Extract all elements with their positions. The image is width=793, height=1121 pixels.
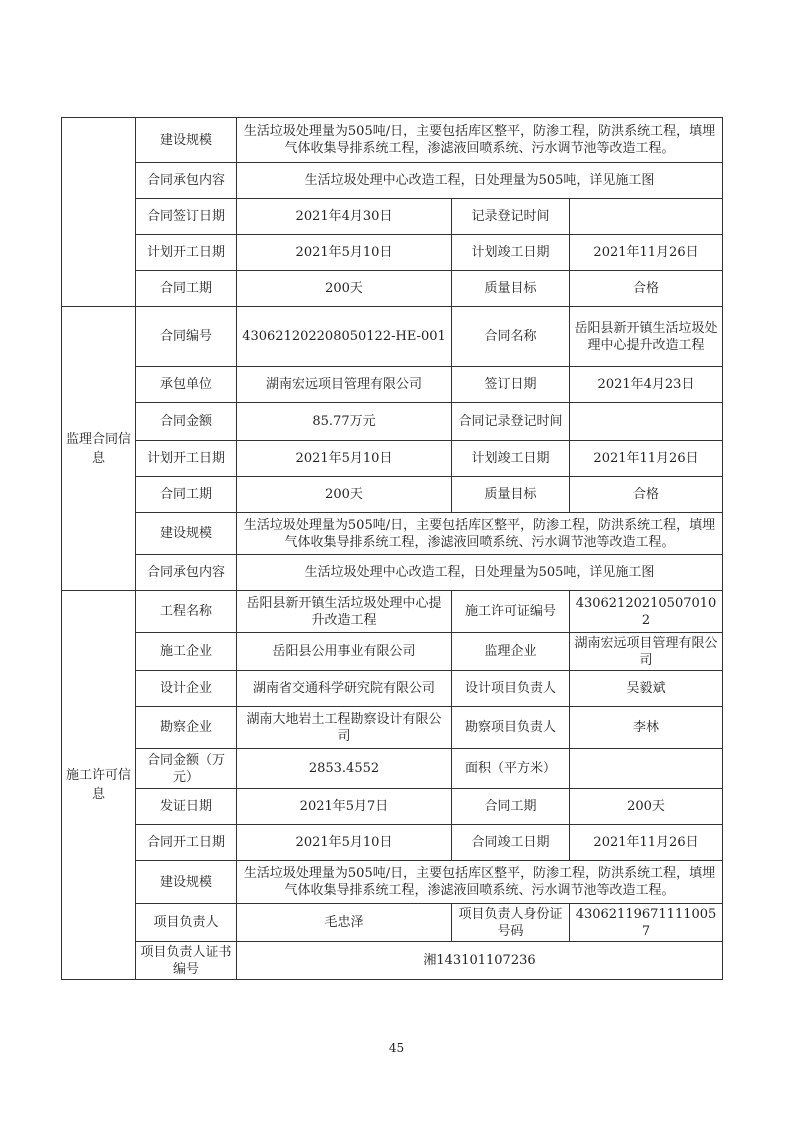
value-cell: 岳阳县公用事业有限公司	[237, 633, 452, 671]
label-cell: 合同承包内容	[136, 555, 237, 591]
value-cell: 湖南宏远项目管理有限公司	[237, 367, 452, 403]
contract-section-label	[62, 118, 136, 307]
value-cell: 合格	[570, 271, 723, 307]
label-cell: 设计项目负责人	[452, 671, 570, 707]
label-cell: 监理企业	[452, 633, 570, 671]
value-cell: 2021年11月26日	[570, 825, 723, 861]
value-cell: 生活垃圾处理量为505吨/日，主要包括库区整平，防渗工程，防洪系统工程，填埋气体收集导排系统工程，渗滤液回喷系统、污水调节池等改造工程。	[237, 513, 723, 555]
permit-section-title: 施工许可信息	[62, 591, 136, 980]
value-cell: 430621196711110057	[570, 904, 723, 942]
label-cell: 合同工期	[452, 789, 570, 825]
label-cell: 合同金额（万元）	[136, 749, 237, 789]
label-cell: 施工企业	[136, 633, 237, 671]
label-cell: 工程名称	[136, 591, 237, 633]
value-cell: 2021年5月10日	[237, 825, 452, 861]
label-cell: 记录登记时间	[452, 199, 570, 235]
label-cell: 合同工期	[136, 271, 237, 307]
value-cell: 毛忠泽	[237, 904, 452, 942]
label-cell: 合同工期	[136, 477, 237, 513]
value-cell: 湘143101107236	[237, 942, 723, 980]
label-cell: 合同开工日期	[136, 825, 237, 861]
value-cell: 岳阳县新开镇生活垃圾处理中心提升改造工程	[237, 591, 452, 633]
value-cell: 430621202208050122-HE-001	[237, 307, 452, 367]
label-cell: 项目负责人	[136, 904, 237, 942]
value-cell	[570, 403, 723, 441]
label-cell: 质量目标	[452, 477, 570, 513]
value-cell: 生活垃圾处理量为505吨/日，主要包括库区整平，防渗工程，防洪系统工程，填埋气体收集导排系统工程，渗滤液回喷系统、污水调节池等改造工程。	[237, 861, 723, 904]
label-cell: 建设规模	[136, 861, 237, 904]
value-cell: 2021年5月10日	[237, 235, 452, 271]
label-cell: 质量目标	[452, 271, 570, 307]
value-cell: 2021年4月30日	[237, 199, 452, 235]
value-cell: 2853.4552	[237, 749, 452, 789]
value-cell: 2021年4月23日	[570, 367, 723, 403]
label-cell: 设计企业	[136, 671, 237, 707]
value-cell: 岳阳县新开镇生活垃圾处理中心提升改造工程	[570, 307, 723, 367]
label-cell: 合同编号	[136, 307, 237, 367]
label-cell: 合同签订日期	[136, 199, 237, 235]
value-cell: 2021年5月7日	[237, 789, 452, 825]
value-cell: 生活垃圾处理中心改造工程，日处理量为505吨，详见施工图	[237, 163, 723, 199]
label-cell: 建设规模	[136, 118, 237, 163]
page-number: 45	[388, 1041, 405, 1055]
label-cell: 计划开工日期	[136, 235, 237, 271]
label-cell: 面积（平方米）	[452, 749, 570, 789]
value-cell: 2021年5月10日	[237, 441, 452, 477]
label-cell: 项目负责人证书编号	[136, 942, 237, 980]
value-cell	[570, 199, 723, 235]
value-cell	[570, 749, 723, 789]
label-cell: 合同金额	[136, 403, 237, 441]
value-cell: 湖南省交通科学研究院有限公司	[237, 671, 452, 707]
label-cell: 建设规模	[136, 513, 237, 555]
value-cell: 2021年11月26日	[570, 235, 723, 271]
value-cell: 200天	[237, 477, 452, 513]
label-cell: 勘察企业	[136, 707, 237, 749]
label-cell: 合同记录登记时间	[452, 403, 570, 441]
label-cell: 计划竣工日期	[452, 441, 570, 477]
label-cell: 计划竣工日期	[452, 235, 570, 271]
label-cell: 施工许可证编号	[452, 591, 570, 633]
label-cell: 合同承包内容	[136, 163, 237, 199]
value-cell: 湖南宏远项目管理有限公司	[570, 633, 723, 671]
label-cell: 合同名称	[452, 307, 570, 367]
label-cell: 发证日期	[136, 789, 237, 825]
value-cell: 生活垃圾处理中心改造工程，日处理量为505吨，详见施工图	[237, 555, 723, 591]
value-cell: 85.77万元	[237, 403, 452, 441]
value-cell: 2021年11月26日	[570, 441, 723, 477]
label-cell: 承包单位	[136, 367, 237, 403]
value-cell: 430621202105070102	[570, 591, 723, 633]
info-table	[61, 117, 723, 980]
value-cell: 200天	[570, 789, 723, 825]
value-cell: 李林	[570, 707, 723, 749]
label-cell: 勘察项目负责人	[452, 707, 570, 749]
label-cell: 计划开工日期	[136, 441, 237, 477]
label-cell: 签订日期	[452, 367, 570, 403]
value-cell: 吴毅斌	[570, 671, 723, 707]
supervision-section-title: 监理合同信息	[62, 307, 136, 591]
value-cell: 生活垃圾处理量为505吨/日，主要包括库区整平，防渗工程，防洪系统工程，填埋气体收集导排系统工程，渗滤液回喷系统、污水调节池等改造工程。	[237, 118, 723, 163]
value-cell: 合格	[570, 477, 723, 513]
value-cell: 200天	[237, 271, 452, 307]
label-cell: 项目负责人身份证号码	[452, 904, 570, 942]
value-cell: 湖南大地岩土工程勘察设计有限公司	[237, 707, 452, 749]
label-cell: 合同竣工日期	[452, 825, 570, 861]
